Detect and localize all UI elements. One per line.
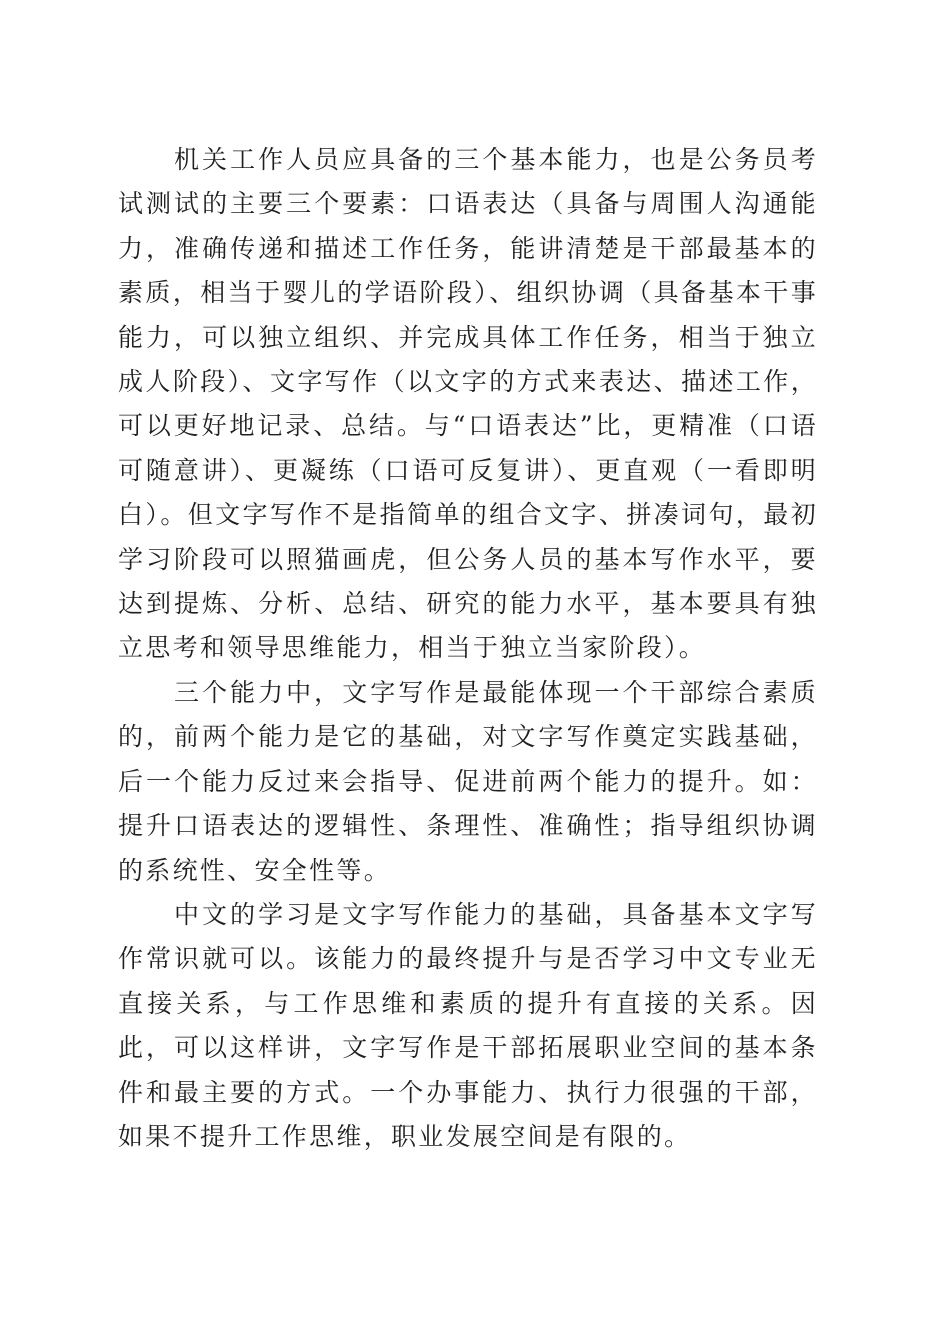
- paragraph-3: 中文的学习是文字写作能力的基础，具备基本文字写作常识就可以。该能力的最终提升与是否学习中文专业无直接关系，与工作思维和素质的提升有直接的关系。因此，可以这样讲，文字写作是干部拓展职业空间的基本条件和最主要的方式。一个办事能力、执行力很强的干部，如果不提升工作思维，职业发展空间是有限的。: [118, 899, 818, 1151]
- paragraph-1: 机关工作人员应具备的三个基本能力，也是公务员考试测试的主要三个要素：口语表达（具备与周围人沟通能力，准确传递和描述工作任务，能讲清楚是干部最基本的素质，相当于婴儿的学语阶段）、组织协调（具备基本干事能力，可以独立组织、并完成具体工作任务，相当于独立成人阶段）、文字写作（以文字的方式来表达、描述工作，可以更好地记录、总结。与“口语表达”比，更精准（口语可随意讲）、更凝练（口语可反复讲）、更直观（一看即明白）。但文字写作不是指简单的组合文字、拼凑词句，最初学习阶段可以照猫画虎，但公务人员的基本写作水平，要达到提炼、分析、总结、研究的能力水平，基本要具有独立思考和领导思维能力，相当于独立当家阶段）。: [118, 145, 818, 663]
- paragraph-2: 三个能力中，文字写作是最能体现一个干部综合素质的，前两个能力是它的基础，对文字写作奠定实践基础，后一个能力反过来会指导、促进前两个能力的提升。如：提升口语表达的逻辑性、条理性、准确性；指导组织协调的系统性、安全性等。: [118, 677, 818, 885]
- document-body: [118, 138, 818, 1159]
